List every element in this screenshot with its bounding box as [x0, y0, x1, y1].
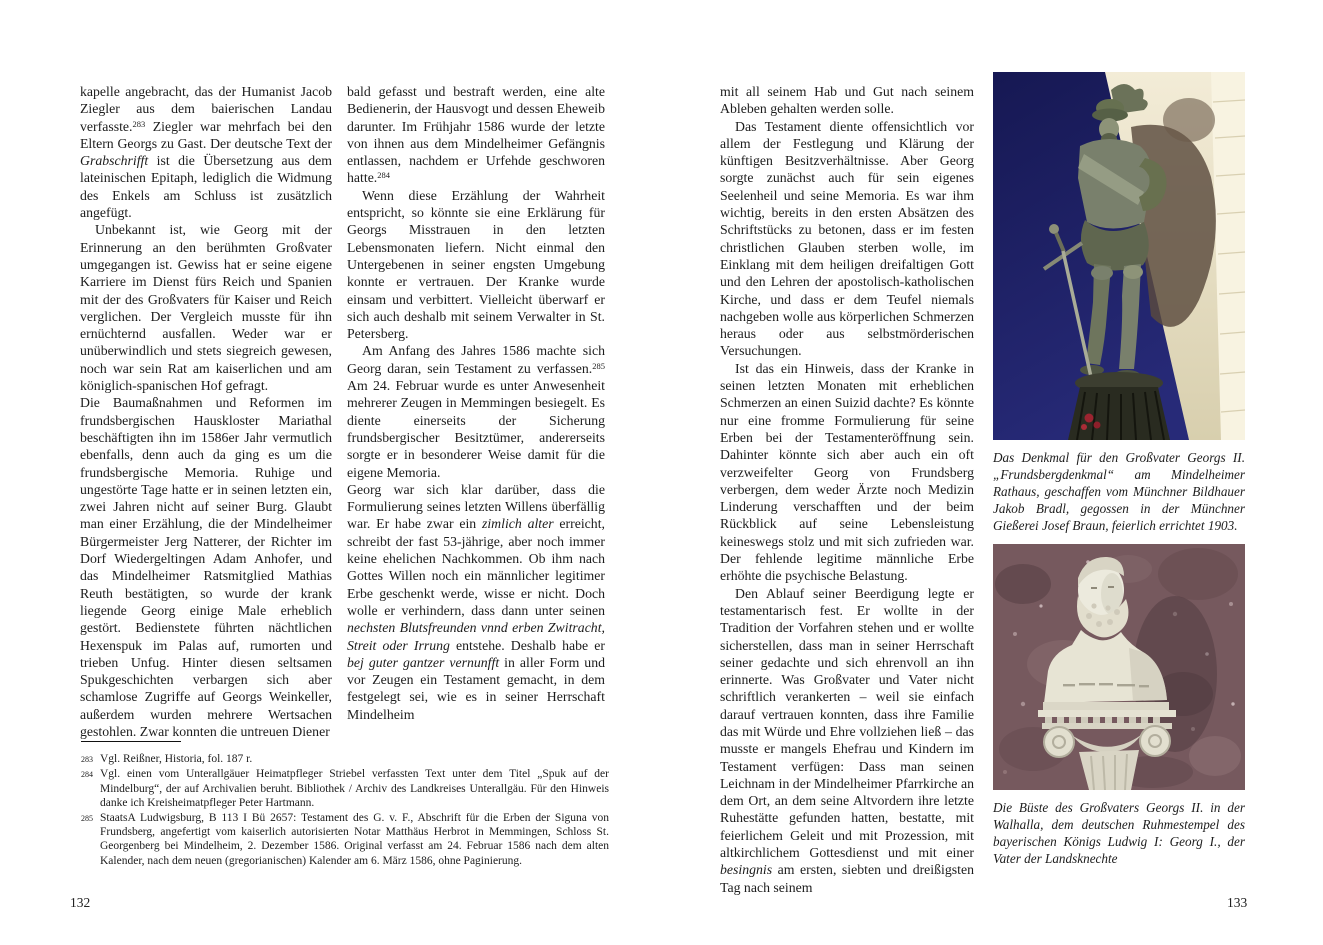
text-run: Das Testament diente offensichtlich vor allem der Festlegung und Klärung der künftigen Besitzverhältnisse. Aber Georg sorgte zunächst auch für sein eigenes Seelenheil und seine Memoria. Es war ihm wichtig, bereits in den ersten Absätzen des Schriftstücks zu betonen, dass er im festen christlichen Glauben sterben wolle, im Einklang mit dem heiligen dreifaltigen Gott und den Lehren der apostolisch-katholischen Kirche, und dass er dem Teufel niemals nachgeben wolle aus körperlichen Schmerzen heraus oder aus selbstmörderischen Versuchungen. [720, 118, 974, 359]
text-run: bald gefasst und bestraft werden, eine alte Bedienerin, der Hausvogt und dessen Eheweib darunter. Im Frühjahr 1586 wurde der letzte von ihnen aus dem Mindelheimer Gefängnis entlassen, nachdem er Urfehde geschworen hatte. [347, 84, 605, 186]
text-run: Am 24. Februar wurde es unter Anwesenheit mehrerer Zeugen in Memmingen besiegelt. Es diente einerseits der Sicherung frundsbergischer Besitztümer, andererseits sorgte er in besonderer Weise damit für die eigene Memoria. [347, 378, 605, 480]
footnote-text: Vgl. einen vom Unterallgäuer Heimatpfleger Striebel verfassten Text unter dem Titel „Spuk auf der Mindelburg“, der auf Archivalien beruht. Bibliothek / Archiv des Landkreises Unterallgäu. Für den Hinweis danke ich Kreisheimatpfleger Peter Hartmann. [100, 768, 609, 810]
footnote [81, 752, 609, 767]
text-run: Wenn diese Erzählung der Wahrheit entspricht, so könnte sie eine Erklärung für Georgs Misstrauen in den letzten Lebensmonaten liefern. Nicht einmal den Untergebenen in seiner engsten Umgebung konnte er vertrauen. Der Kranke wurde einsam und verbittert. Vielleicht überwarf er sich auch deshalb mit seinem Verwalter in St. Petersberg. [347, 187, 605, 342]
paragraph [720, 585, 974, 896]
volute [1140, 726, 1170, 756]
quoted-source-text: Grabschrifft [80, 153, 149, 169]
paragraph [80, 394, 332, 740]
paragraph [720, 83, 974, 118]
bracket-body [1079, 750, 1139, 790]
wreath-flower [1085, 414, 1094, 423]
figure-caption-monument: Das Denkmal für den Großvater Georgs II. „Frundsbergdenkmal“ am Mindelheimer Rathaus, geschaffen vom Münchner Bildhauer Jakob Bradl, gegossen in der Münchner Gießerei Josef Braun, feierlich errichtet 1903. [993, 450, 1245, 533]
text-column-1 [80, 83, 332, 740]
text-column-2 [347, 83, 605, 723]
text-run: am ersten, siebten und dreißigsten Tag nach seinem [720, 862, 974, 895]
text-run: mit all seinem Hab und Gut nach seinem Ableben gehalten werden solle. [720, 84, 974, 117]
paragraph [720, 360, 974, 585]
text-run: ist die Übersetzung aus dem lateinischen Epitaph, lediglich die Widmung des Enkels am Schluss ist zusätzlich angefügt. [80, 153, 332, 221]
text-run: entstehe. Deshalb habe er [449, 637, 605, 653]
text-run: Am Anfang des Jahres 1586 machte sich Georg daran, sein Testament zu verfassen. [347, 343, 605, 376]
text-column-3 [720, 83, 974, 896]
quoted-source-text: nechsten Blutsfreunden vnnd erben Zwitracht, Streit oder Irrung [347, 620, 605, 653]
paragraph [347, 342, 605, 480]
quoted-source-text: bej guter gantzer vernunfft [347, 654, 500, 670]
footnote-marker: 284 [81, 770, 93, 780]
footnote [81, 811, 609, 869]
wreath-flower [1081, 424, 1087, 430]
right-knee-roll [1123, 265, 1143, 279]
text-run: erreicht, schreibt der fast 53-jährige, aber noch immer keine ehelichen Nachkommen. Ob ihm nach Gottes Willen noch ein männlicher legitimer Erbe geschenkt werde, wisse er nicht. Doch wolle er verhindern, dass dann unter seinen [347, 516, 605, 618]
page-number-right: 133 [1227, 895, 1248, 910]
page-number-left: 132 [70, 895, 91, 910]
statue-shadow-upper [1163, 98, 1215, 142]
footnote-marker: 283 [81, 755, 93, 764]
text-run: Georg war sich klar darüber, dass die Formulierung seines letzten Willens überfällig war. Er habe zwar ein [347, 481, 605, 532]
volute [1044, 727, 1074, 757]
paragraph [347, 481, 605, 723]
paragraph [80, 221, 332, 394]
footnote-reference: 283 [132, 118, 146, 129]
paragraph [80, 83, 332, 221]
capital-body [1068, 387, 1170, 440]
quoted-source-text: besingnis [720, 862, 773, 878]
paragraph [720, 118, 974, 360]
footnote-reference: 284 [377, 170, 391, 181]
left-knee-roll [1091, 266, 1113, 280]
text-run: Die Baumaßnahmen und Reformen im frundsbergischen Hauskloster Mariathal beschäftigten ihn im 1586er Jahr vermutlich ebenfalls, denn auch da ging es um die frundsbergische Memoria. Ruhige und ungestörte Tage hatte er in seinen letzten ein, zwei Jahren nicht auf seiner Burg. Glaubt man einer Erzählung, die der Mindelheimer Bürgermeister Jerg Natterer, der Richter im Dorf Wiedergeltingen Adam Anhofer, und das Mindelheimer Ratsmitglied Mathias Reuth bestätigten, so wurde der krank liegende Georg einige Male erheblich gestört. Bedienstete führten nächtlichen Hexenspuk im Palas auf, rumorten und trieben Unfug. Hinter diesen seltsamen Spukgeschichten verbargen sich aber schamlose Zugriffe auf Georgs Weinkeller, außerdem wurden mehrere Wertsachen gestohlen. Zwar konnten die untreuen Diener [80, 395, 332, 739]
quoted-source-text: zimlich alter [481, 516, 554, 532]
footnote [81, 767, 609, 810]
footnote-text: Vgl. Reißner, Historia, fol. 187 r. [100, 753, 253, 765]
figure-caption-bust: Die Büste des Großvaters Georgs II. in der Walhalla, dem deutschen Ruhmestempel des bayerischen Königs Ludwig I: Georg I., der Vater der Landsknechte [993, 800, 1245, 866]
column-pedestal [1068, 372, 1170, 440]
walhalla-bust-image [993, 544, 1245, 790]
footnote-separator [81, 741, 181, 742]
footnotes-block [81, 752, 609, 868]
footnote-marker: 285 [81, 813, 93, 823]
footnote-reference: 285 [592, 360, 605, 371]
figure-frundsberg-monument [993, 72, 1245, 440]
text-run: Ziegler war mehrfach bei den Eltern Georgs zu Gast. Der deutsche Text der [80, 118, 332, 151]
frundsberg-monument-image [993, 72, 1245, 440]
figure-walhalla-bust [993, 544, 1245, 790]
paragraph [347, 187, 605, 343]
text-run: Den Ablauf seiner Beerdigung legte er testamentarisch fest. Er wollte in der Tradition der Vorfahren stehen und er wollte sicherstellen, dass man in seiner Herrschaft seiner gedachte und sich ehrenvoll an ihn erinnerte. Was Großvater und Vater nicht schriftlich verankerten – weil sie einfach darauf vertrauen konnten, dass ihre Familie das mit Würde und Ehre vollziehen ließ – das musste er mangels Ehefrau und Kindern im Testament verfügen: Dass man seinen Leichnam in der Mindelheimer Pfarrkirche an dem Ort, an dem seine Altvordern ihre letzte Ruhestätte gefunden hatten, bestatte, mit feierlichem Geleit und mit Prozession, mit altkirchlichem Gottesdienst und mit einer [720, 585, 974, 861]
text-run: in aller Form und vor Zeugen ein Testament gemacht, in dem festgelegt sei, wie es in seiner Herrschaft Mindelheim [347, 654, 605, 722]
text-run: kapelle angebracht, das der Humanist Jacob Ziegler aus dem baierischen Landau verfasste. [80, 84, 332, 134]
text-run: Ist das ein Hinweis, dass der Kranke in seinen letzten Monaten mit erheblichen Schmerzen an einen Suizid dachte? Es könnte nur eine fromme Formulierung für seine Erben bei der Testamenteröffnung sein. Dahinter könnte sich aber auch ein oft verzweifelter Georg von Frundsberg verbergen, dem weder Ärzte noch Medizin Linderung verschafften und der beim Rückblick auf seine Lebensleistung keineswegs stolz und mit sich zufrieden war. Der fehlende legitime männliche Erbe erhöhte die psychische Belastung. [720, 360, 974, 584]
footnote-text: StaatsA Ludwigsburg, B 113 I Bü 2657: Testament des G. v. F., Abschrift für die Erben der Siguna von Frundsberg, angefertigt vom kaiserlich autorisierten Notar Matthäus Herbrot in Memmingen, Schloss St. Georgenberg bei Mindelheim, 2. Dezember 1586. Original verfasst am 24. Februar 1586 nach dem alten Kalender, nach dem neuen (gregorianischen) Kalender am 6. März 1586, ohne Paginierung. [100, 811, 609, 867]
paragraph [347, 83, 605, 187]
wreath-flower [1094, 422, 1101, 429]
text-run: Unbekannt ist, wie Georg mit der Erinnerung an den berühmten Großvater umgegangen ist. Gewiss hat er seine eigene Karriere im Dienst fürs Reich und Spanien mit der des Großvaters für Kaiser und Reich verglichen. Der Vergleich musste für ihn ernüchternd ausfallen. Weder war er unüberwindlich und stets siegreich gewesen, noch war sein Rat am kaiserlichen und am königlich-spanischen Hof gefragt. [80, 222, 332, 394]
